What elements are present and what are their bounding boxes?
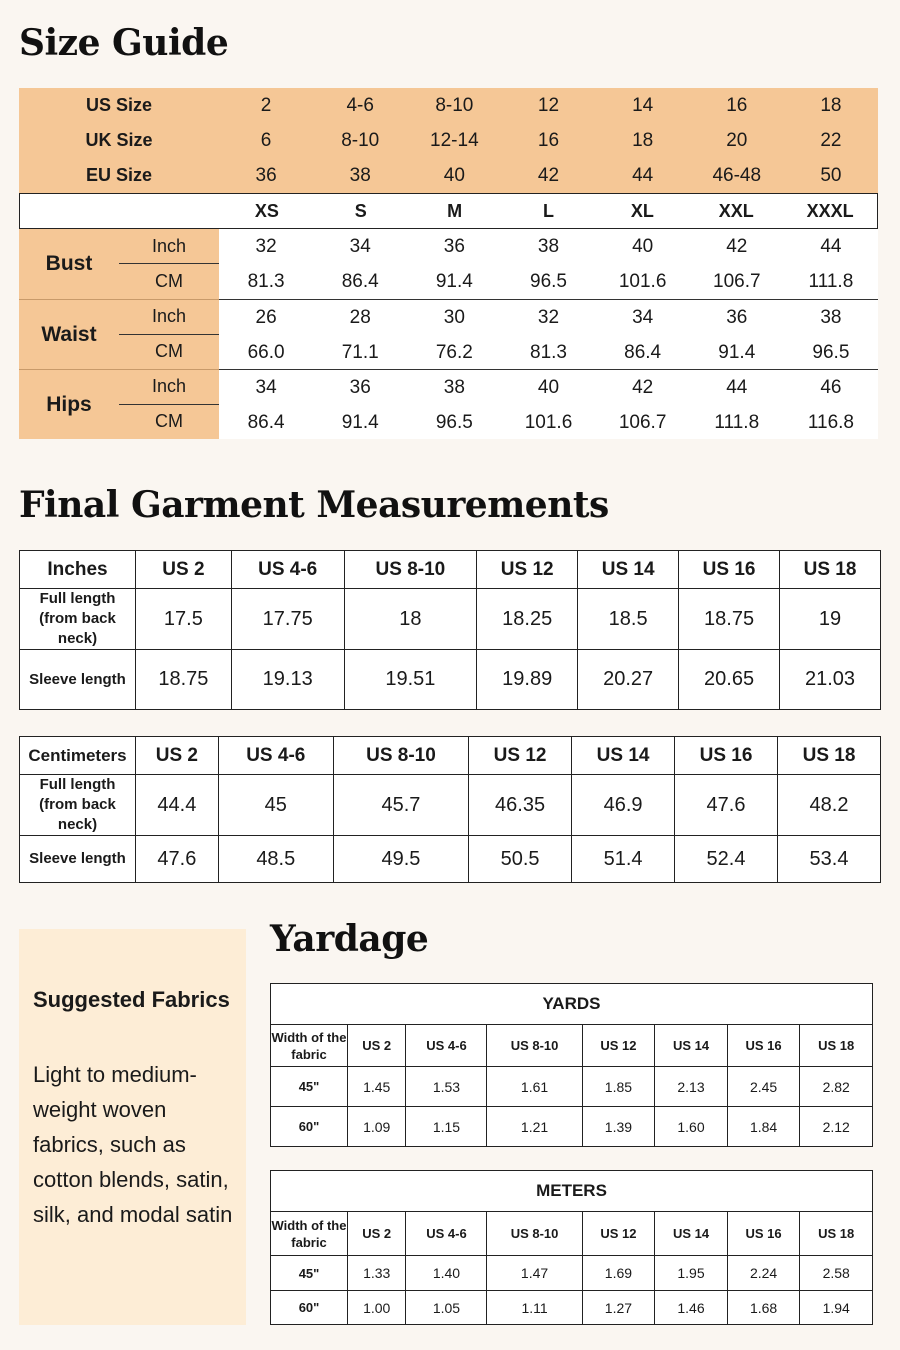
cell: XS xyxy=(254,200,279,221)
cell: 106.7 xyxy=(618,411,667,433)
table-title-row xyxy=(271,984,873,1025)
cell: 45 xyxy=(218,775,333,836)
cell: 1.33 xyxy=(348,1256,406,1291)
cell: 42 xyxy=(537,164,560,186)
header-cell: Width of the fabric xyxy=(271,1025,348,1067)
cell: 1.61 xyxy=(487,1067,582,1107)
meters-table-title: METERS xyxy=(271,1171,873,1212)
cell: 81.3 xyxy=(530,341,567,363)
cell: 1.95 xyxy=(655,1256,728,1291)
cell: 49.5 xyxy=(333,836,468,883)
body-measurements xyxy=(19,229,878,439)
header-cell: US 14 xyxy=(655,1025,728,1067)
cell: 86.4 xyxy=(624,341,662,363)
cell: 2.24 xyxy=(727,1256,800,1291)
header-cell: US 2 xyxy=(348,1025,406,1067)
measurement-values xyxy=(219,229,878,439)
cell: 36 xyxy=(255,164,277,186)
cell: 46-48 xyxy=(712,164,762,186)
yards-table xyxy=(270,983,873,1147)
cell: 38 xyxy=(349,164,371,186)
cell: 111.8 xyxy=(808,270,854,292)
header-cell: US 16 xyxy=(727,1025,800,1067)
cell: 1.46 xyxy=(655,1291,728,1325)
cell: 2.82 xyxy=(800,1067,873,1107)
table-row xyxy=(20,650,881,710)
measurement-labels xyxy=(19,229,219,439)
cell: 96.5 xyxy=(812,341,850,363)
garment-inches-table xyxy=(19,550,881,710)
header-cell: US 4-6 xyxy=(406,1025,487,1067)
header-cell: US 18 xyxy=(800,1212,873,1256)
suggested-fabrics-title: Suggested Fabrics xyxy=(33,987,230,1012)
cell: 20 xyxy=(726,129,748,151)
row-label: UK Size xyxy=(85,130,153,150)
cell: 1.11 xyxy=(487,1291,582,1325)
cell: 66.0 xyxy=(247,341,285,363)
cell: 34 xyxy=(349,235,371,257)
cell: 45.7 xyxy=(333,775,468,836)
table-header-row xyxy=(271,1212,873,1256)
table-header-row xyxy=(271,1025,873,1067)
header-cell: Centimeters xyxy=(20,737,136,775)
cell: 14 xyxy=(632,94,654,116)
cell: 22 xyxy=(820,129,842,151)
size-row-uk xyxy=(19,123,878,158)
row-label: 60" xyxy=(271,1107,348,1147)
header-cell: US 14 xyxy=(578,551,679,589)
cell: 44 xyxy=(820,235,842,257)
cell: 50 xyxy=(820,164,842,186)
cell: 2.13 xyxy=(655,1067,728,1107)
header-cell: US 2 xyxy=(136,551,232,589)
measurement-name: Hips xyxy=(46,392,92,416)
cell: 36 xyxy=(443,235,465,257)
table-row xyxy=(271,1107,873,1147)
header-cell: US 12 xyxy=(477,551,578,589)
table-row xyxy=(219,229,878,264)
cell: 19.51 xyxy=(344,650,477,710)
header-cell: US 8-10 xyxy=(487,1212,582,1256)
cell: 17.5 xyxy=(136,589,232,650)
cell: 8-10 xyxy=(341,129,380,151)
yards-table-title: YARDS xyxy=(271,984,873,1025)
header-cell: US 18 xyxy=(800,1025,873,1067)
table-row xyxy=(271,1256,873,1291)
header-cell: US 12 xyxy=(582,1025,655,1067)
cell: 1.85 xyxy=(582,1067,655,1107)
hips-values xyxy=(219,369,878,439)
cell: 91.4 xyxy=(341,411,379,433)
cell: 6 xyxy=(260,129,272,151)
cell: 2 xyxy=(260,94,272,116)
cell: 36 xyxy=(726,306,748,328)
bust-values xyxy=(219,229,878,299)
header-cell: US 8-10 xyxy=(333,737,468,775)
header-cell: US 2 xyxy=(348,1212,406,1256)
cell: 46.9 xyxy=(572,775,675,836)
suggested-fabrics-panel xyxy=(19,929,246,1325)
cell: 47.6 xyxy=(136,836,219,883)
header-cell: US 16 xyxy=(727,1212,800,1256)
row-label: EU Size xyxy=(85,165,153,185)
cell: 1.21 xyxy=(487,1107,582,1147)
row-label: Full length (from back neck) xyxy=(20,775,136,836)
header-cell: US 12 xyxy=(582,1212,655,1256)
cell: 81.3 xyxy=(247,270,285,292)
cell: 17.75 xyxy=(231,589,344,650)
cell: 44 xyxy=(726,376,748,398)
cell: 20.65 xyxy=(679,650,780,710)
cell: 32 xyxy=(255,235,277,257)
cell: 12 xyxy=(537,94,560,116)
cell: 1.53 xyxy=(406,1067,487,1107)
cell: 34 xyxy=(255,376,277,398)
cell: 1.09 xyxy=(348,1107,406,1147)
cell: 96.5 xyxy=(530,270,567,292)
cell: XL xyxy=(630,200,654,221)
cell: 106.7 xyxy=(713,270,761,292)
header-cell: US 16 xyxy=(675,737,778,775)
unit-label: CM xyxy=(155,271,183,291)
row-label: 45" xyxy=(271,1256,348,1291)
cell: 1.60 xyxy=(655,1107,728,1147)
table-row xyxy=(219,300,878,335)
cell: 101.6 xyxy=(618,270,667,292)
size-guide-title: Size Guide xyxy=(19,22,229,64)
cell: 19.13 xyxy=(231,650,344,710)
cell: 4-6 xyxy=(346,94,374,116)
header-cell: US 2 xyxy=(136,737,219,775)
header-cell: US 8-10 xyxy=(487,1025,582,1067)
cell: 30 xyxy=(443,306,465,328)
cell: 1.27 xyxy=(582,1291,655,1325)
row-label: US Size xyxy=(85,95,153,115)
final-garment-title: Final Garment Measurements xyxy=(19,484,609,526)
cell: 20.27 xyxy=(578,650,679,710)
unit-label: CM xyxy=(155,341,183,362)
table-row xyxy=(219,335,878,370)
row-label: Sleeve length xyxy=(20,836,136,883)
cell: 38 xyxy=(820,306,842,328)
table-row xyxy=(219,370,878,405)
cell: 18.5 xyxy=(578,589,679,650)
cell: 18 xyxy=(632,129,654,151)
unit-label: CM xyxy=(155,411,183,432)
cell: 40 xyxy=(632,235,654,257)
cell: 1.05 xyxy=(406,1291,487,1325)
cell: 21.03 xyxy=(780,650,881,710)
cell: 71.1 xyxy=(341,341,379,363)
hips-label-group xyxy=(19,369,219,439)
cell: 1.47 xyxy=(487,1256,582,1291)
table-row xyxy=(271,1067,873,1107)
cell: 46.35 xyxy=(469,775,572,836)
cell: 42 xyxy=(632,376,654,398)
header-cell: US 16 xyxy=(679,551,780,589)
cell: 40 xyxy=(443,164,465,186)
size-guide-table xyxy=(19,88,878,439)
cell: 51.4 xyxy=(572,836,675,883)
table-row xyxy=(219,264,878,299)
header-cell: US 4-6 xyxy=(218,737,333,775)
cell: 1.68 xyxy=(727,1291,800,1325)
cell: 44.4 xyxy=(136,775,219,836)
cell: M xyxy=(447,200,463,221)
cell: 1.45 xyxy=(348,1067,406,1107)
table-row xyxy=(219,405,878,440)
cell: XXL xyxy=(718,200,754,221)
cell: 116.8 xyxy=(807,411,854,433)
cell: 48.2 xyxy=(778,775,881,836)
header-cell: US 18 xyxy=(780,551,881,589)
cell: 50.5 xyxy=(469,836,572,883)
table-row xyxy=(20,775,881,836)
cell: 18 xyxy=(820,94,842,116)
cell: 1.84 xyxy=(727,1107,800,1147)
cell: 1.39 xyxy=(582,1107,655,1147)
cell: 16 xyxy=(537,129,560,151)
cell: 42 xyxy=(726,235,748,257)
header-cell: US 4-6 xyxy=(406,1212,487,1256)
cell: XXXL xyxy=(806,200,854,221)
cell: 111.8 xyxy=(714,411,760,433)
cell: 52.4 xyxy=(675,836,778,883)
table-row xyxy=(20,589,881,650)
header-cell: Inches xyxy=(20,551,136,589)
cell: 1.00 xyxy=(348,1291,406,1325)
row-label: 60" xyxy=(271,1291,348,1325)
cell: S xyxy=(354,200,367,221)
cell: 18.25 xyxy=(477,589,578,650)
cell: 2.12 xyxy=(800,1107,873,1147)
size-conversion-block xyxy=(19,88,878,193)
waist-values xyxy=(219,299,878,369)
row-label: 45" xyxy=(271,1067,348,1107)
row-label: Full length (from back neck) xyxy=(20,589,136,650)
cell: 18.75 xyxy=(679,589,780,650)
waist-label-group xyxy=(19,299,219,369)
unit-label: Inch xyxy=(119,370,219,405)
cell: 19.89 xyxy=(477,650,578,710)
header-cell: US 12 xyxy=(469,737,572,775)
cell: 38 xyxy=(537,235,560,257)
table-row xyxy=(271,1291,873,1325)
cell: 18 xyxy=(344,589,477,650)
header-cell: US 18 xyxy=(778,737,881,775)
suggested-fabrics-description: Light to medium-weight woven fabrics, such as cotton blends, satin, silk, and modal satin xyxy=(33,1062,233,1227)
cell: 1.15 xyxy=(406,1107,487,1147)
cell: 76.2 xyxy=(435,341,473,363)
header-cell: US 8-10 xyxy=(344,551,477,589)
bust-label-group xyxy=(19,229,219,299)
table-row xyxy=(20,836,881,883)
cell: 40 xyxy=(537,376,560,398)
header-cell: US 14 xyxy=(572,737,675,775)
cell: 1.94 xyxy=(800,1291,873,1325)
cell: 18.75 xyxy=(136,650,232,710)
cell: 101.6 xyxy=(524,411,573,433)
garment-centimeters-table xyxy=(19,736,881,883)
cell: 16 xyxy=(726,94,748,116)
cell: 36 xyxy=(349,376,371,398)
header-cell: US 4-6 xyxy=(231,551,344,589)
cell: 91.4 xyxy=(435,270,473,292)
size-row-us xyxy=(19,88,878,123)
letter-size-row xyxy=(19,193,878,229)
cell: 34 xyxy=(632,306,654,328)
cell: 46 xyxy=(820,376,842,398)
table-header-row xyxy=(20,737,881,775)
cell: 28 xyxy=(349,306,371,328)
cell: 2.58 xyxy=(800,1256,873,1291)
meters-table xyxy=(270,1170,873,1325)
cell: 2.45 xyxy=(727,1067,800,1107)
cell: 47.6 xyxy=(675,775,778,836)
cell: 86.4 xyxy=(341,270,379,292)
unit-label: Inch xyxy=(119,229,219,264)
measurement-name: Bust xyxy=(45,252,93,275)
cell: 48.5 xyxy=(218,836,333,883)
table-title-row xyxy=(271,1171,873,1212)
measurement-name: Waist xyxy=(41,322,97,346)
cell: 19 xyxy=(780,589,881,650)
size-row-eu xyxy=(19,158,878,193)
cell: 53.4 xyxy=(778,836,881,883)
table-header-row xyxy=(20,551,881,589)
cell: 1.40 xyxy=(406,1256,487,1291)
yardage-title: Yardage xyxy=(270,918,429,960)
cell: 1.69 xyxy=(582,1256,655,1291)
cell: 44 xyxy=(632,164,654,186)
cell: 86.4 xyxy=(247,411,285,433)
header-cell: US 14 xyxy=(655,1212,728,1256)
row-label: Sleeve length xyxy=(20,650,136,710)
cell: 12-14 xyxy=(430,129,479,151)
cell: 96.5 xyxy=(435,411,473,433)
header-cell: Width of the fabric xyxy=(271,1212,348,1256)
cell: 8-10 xyxy=(435,94,474,116)
cell: 38 xyxy=(443,376,465,398)
cell: 91.4 xyxy=(718,341,756,363)
cell: 32 xyxy=(537,306,560,328)
cell: L xyxy=(543,200,554,221)
cell: 26 xyxy=(255,306,277,328)
unit-label: Inch xyxy=(119,300,219,335)
